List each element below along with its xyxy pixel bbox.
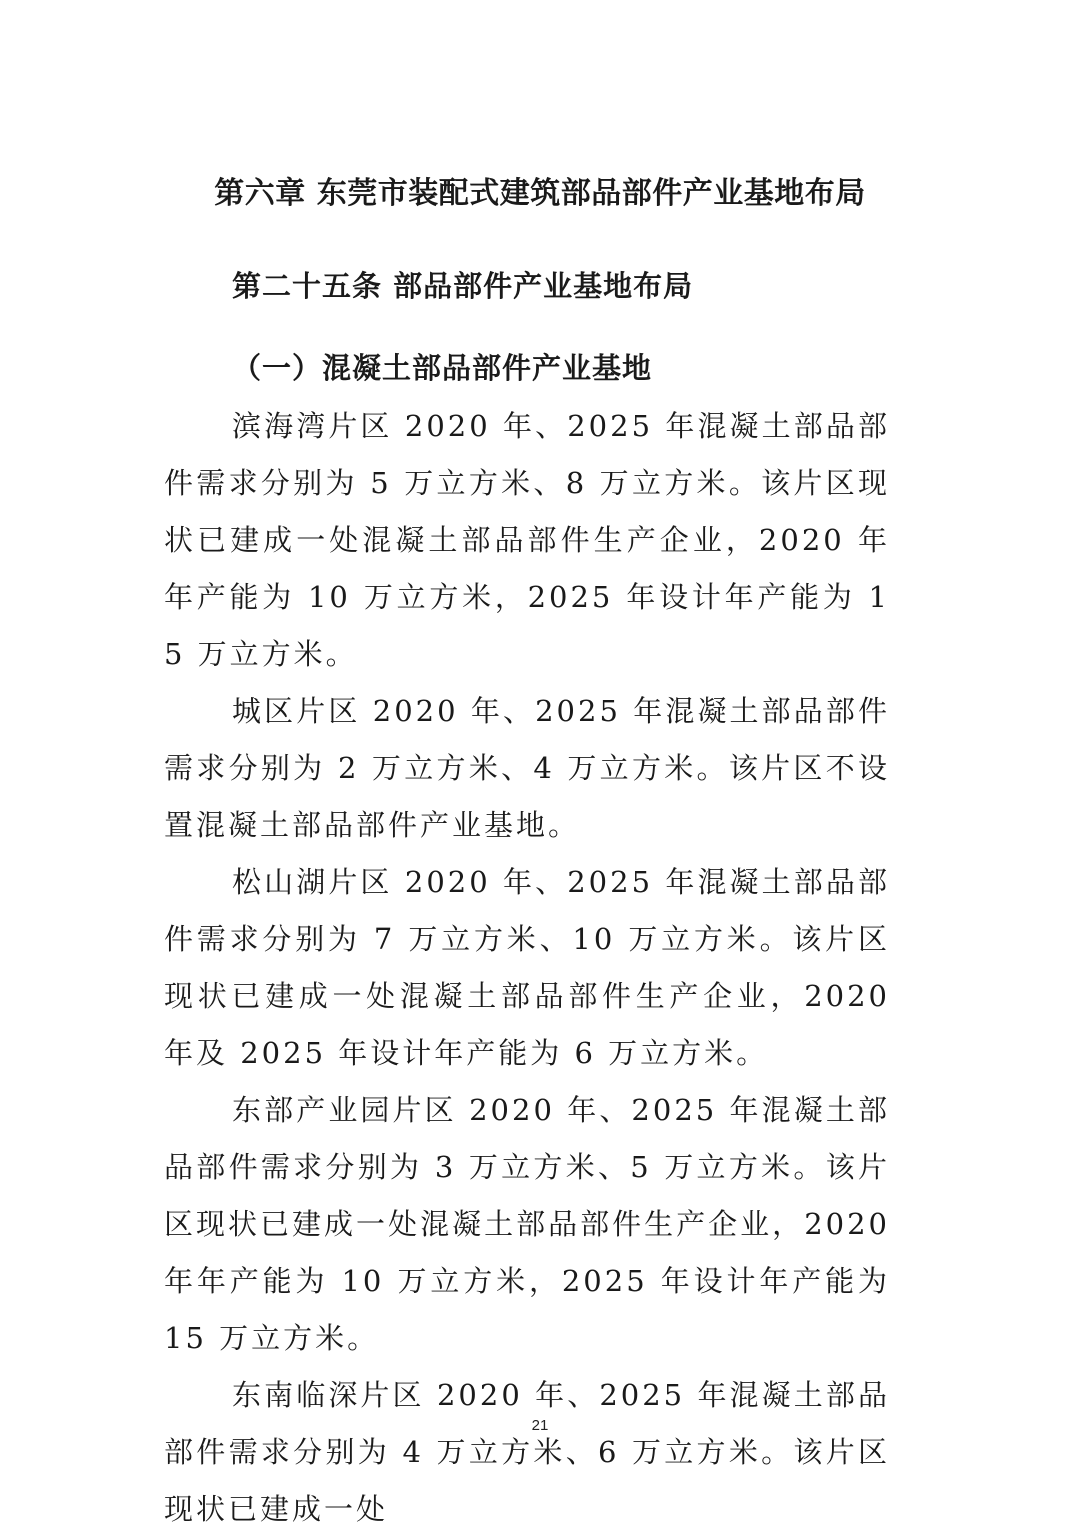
paragraph-dongbu: 东部产业园片区 2020 年、2025 年混凝土部品部件需求分别为 3 万立方米、5 万立方米。该片区现状已建成一处混凝土部品部件生产企业，2020 年年产能为 10 万立方米，2025 年设计年产能为 15 万立方米。 (164, 1093, 890, 1355)
section-title: （一）混凝土部品部件产业基地 (232, 351, 653, 385)
paragraph-dongnan: 东南临深片区 2020 年、2025 年混凝土部品部件需求分别为 4 万立方米、6 万立方米。该片区现状已建成一处 (164, 1378, 890, 1526)
paragraph-songshanhu: 松山湖片区 2020 年、2025 年混凝土部品部件需求分别为 7 万立方米、10 万立方米。该片区现状已建成一处混凝土部品部件生产企业，2020 年及 2025 年设计年产能为 6 万立方米。 (164, 865, 890, 1070)
page-number: 21 (531, 1417, 549, 1434)
body-text (164, 398, 890, 1538)
article-title: 第二十五条 部品部件产业基地布局 (232, 269, 694, 303)
paragraph-binhaiwan: 滨海湾片区 2020 年、2025 年混凝土部品部件需求分别为 5 万立方米、8 万立方米。该片区现状已建成一处混凝土部品部件生产企业，2020 年年产能为 10 万立方米，2025 年设计年产能为 15 万立方米。 (164, 409, 890, 671)
paragraph-chengqu: 城区片区 2020 年、2025 年混凝土部品部件需求分别为 2 万立方米、4 万立方米。该片区不设置混凝土部品部件产业基地。 (164, 694, 890, 842)
chapter-title: 第六章 东莞市装配式建筑部品部件产业基地布局 (214, 176, 866, 211)
